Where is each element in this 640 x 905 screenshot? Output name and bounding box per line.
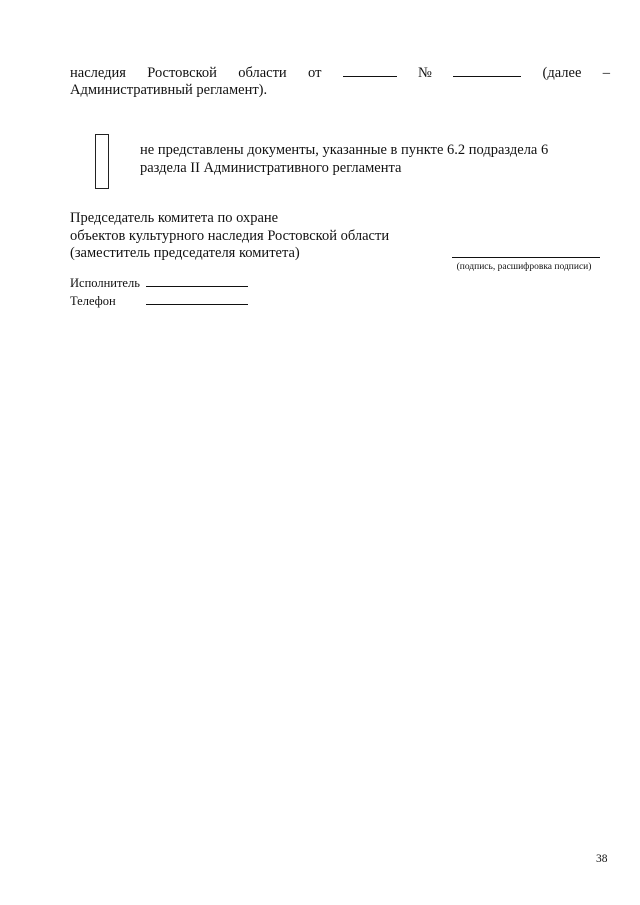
clause-text [140, 141, 580, 177]
clause-line: раздела II Административного регламента [140, 160, 402, 176]
word-dalee: (далее [542, 65, 582, 81]
signatory-line: (заместитель председателя комитета) [70, 245, 300, 261]
phone-row [70, 292, 248, 310]
executor-label: Исполнитель [70, 276, 140, 290]
contact-block [70, 274, 248, 309]
number-sign: № [418, 65, 432, 81]
word-ot: от [308, 65, 322, 81]
word-oblasti: области [238, 65, 287, 81]
signatory-block [70, 210, 389, 263]
number-blank [453, 62, 521, 77]
word-rostovskoy: Ростовской [147, 65, 217, 81]
executor-field[interactable] [146, 274, 248, 287]
signature-caption: (подпись, расшифровка подписи) [456, 262, 592, 272]
phone-field[interactable] [146, 292, 248, 305]
signature-line [452, 257, 600, 258]
signatory-line: объектов культурного наследия Ростовской области [70, 227, 390, 244]
dash: – [602, 65, 610, 81]
clause-checkbox[interactable] [95, 134, 109, 189]
date-blank [343, 62, 397, 77]
page-number: 38 [596, 853, 608, 865]
paragraph-line-1 [70, 62, 610, 82]
clause-line: не представлены документы, указанные в пункте 6.2 подраздела 6 [140, 142, 549, 158]
phone-label: Телефон [70, 293, 116, 308]
word-naslediya: наследия [70, 65, 126, 81]
signatory-line: Председатель комитета по охране [70, 210, 279, 226]
executor-row [70, 274, 248, 292]
paragraph-line-2: Административный регламент). [70, 82, 268, 98]
